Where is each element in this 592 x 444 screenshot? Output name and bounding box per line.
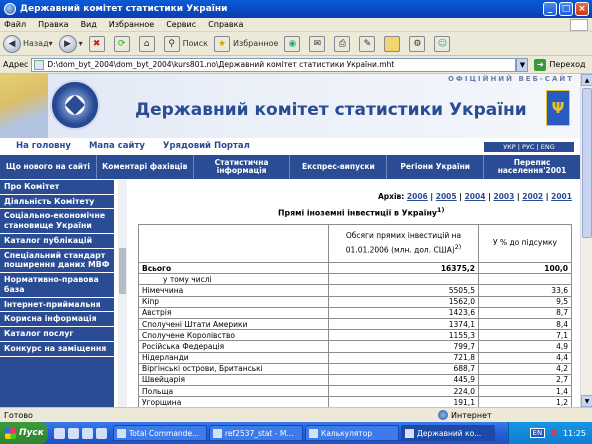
app-icon xyxy=(117,429,126,438)
country-cell: Сполучене Королівство xyxy=(139,330,329,341)
percent-cell: 1,4 xyxy=(479,386,572,397)
table-row xyxy=(139,296,572,307)
menu-tools[interactable]: Сервис xyxy=(166,20,197,29)
archive-links: Архів: 2006 | 2005 | 2004 | 2003 | 2002 | 2001 xyxy=(377,192,572,201)
menu-help[interactable]: Справка xyxy=(208,20,244,29)
nav-express[interactable]: Експрес-випуски xyxy=(290,155,387,179)
value-cell: 16375,2 xyxy=(329,263,479,274)
address-input[interactable] xyxy=(31,58,516,72)
page-viewport xyxy=(0,74,580,407)
table-row xyxy=(139,397,572,407)
edit-button[interactable] xyxy=(359,36,378,52)
go-arrow-icon: ➜ xyxy=(534,59,546,71)
nav-whats-new[interactable]: Що нового на сайті xyxy=(0,155,97,179)
media-icon: ◉ xyxy=(284,36,300,52)
ie-icon xyxy=(4,3,16,15)
taskbar-button[interactable]: Калькулятор xyxy=(305,425,399,441)
header-cell: У % до підсумку xyxy=(479,225,572,263)
value-cell: 1374,1 xyxy=(329,318,479,329)
nav-comments[interactable]: Коментарі фахівців xyxy=(97,155,194,179)
site-title: Державний комітет статистики України xyxy=(135,100,527,120)
print-icon: ⎙ xyxy=(334,36,350,52)
maximize-button[interactable]: □ xyxy=(559,2,573,16)
sidebar-item[interactable]: Про Комітет xyxy=(0,180,114,195)
app-icon xyxy=(213,429,222,438)
table-row xyxy=(139,307,572,318)
go-button[interactable]: ➜ Переход xyxy=(534,59,585,71)
value-cell: 1155,3 xyxy=(329,330,479,341)
back-button[interactable]: ◀ Назад ▾ xyxy=(3,35,53,53)
archive-year-link[interactable]: 2004 xyxy=(464,192,486,201)
table-row xyxy=(139,285,572,296)
print-button[interactable] xyxy=(334,36,353,52)
table-row xyxy=(139,274,572,285)
quicklaunch-icon[interactable] xyxy=(82,428,93,439)
sidebar-item[interactable]: Соціально-економічне становище України xyxy=(0,209,114,233)
country-cell: Польща xyxy=(139,386,329,397)
archive-year-link[interactable]: 2002 xyxy=(522,192,544,201)
home-button[interactable] xyxy=(139,36,158,52)
taskbar-button[interactable]: ref2537_stat - M... xyxy=(209,425,303,441)
menu-favorites[interactable]: Избранное xyxy=(108,20,155,29)
banner-crane-image xyxy=(0,74,48,138)
window-controls xyxy=(543,2,589,16)
table-row xyxy=(139,363,572,374)
header-cell xyxy=(139,225,329,263)
archive-year-link[interactable]: 2006 xyxy=(406,192,428,201)
percent-cell xyxy=(479,274,572,285)
country-cell: Кіпр xyxy=(139,296,329,307)
forward-button[interactable]: ▶ ▾ xyxy=(59,35,83,53)
country-cell: у тому числі xyxy=(139,274,329,285)
home-link[interactable]: На головну xyxy=(16,141,71,151)
star-icon: ★ xyxy=(214,36,230,52)
system-tray xyxy=(508,422,592,444)
sidebar-item[interactable]: Інтернет-приймальня xyxy=(0,298,114,313)
percent-cell: 7,1 xyxy=(479,330,572,341)
mail-button[interactable] xyxy=(309,36,328,52)
start-button[interactable]: Пуск xyxy=(0,422,48,444)
value-cell: 224,0 xyxy=(329,386,479,397)
scroll-down-arrow-icon[interactable]: ▼ xyxy=(581,395,592,407)
value-cell xyxy=(329,274,479,285)
clock: 11:25 xyxy=(562,428,586,438)
site-banner xyxy=(0,74,580,138)
archive-year-link[interactable]: 2003 xyxy=(493,192,515,201)
value-cell: 799,7 xyxy=(329,341,479,352)
window-titlebar xyxy=(0,0,592,18)
menu-edit[interactable]: Правка xyxy=(38,20,69,29)
toolbar xyxy=(0,32,592,56)
sidebar-item[interactable]: Спеціальний стандарт поширення даних МВФ xyxy=(0,249,114,273)
sidebar-item[interactable]: Діяльність Комітету xyxy=(0,195,114,210)
status-bar xyxy=(0,407,592,422)
scroll-up-arrow-icon[interactable]: ▲ xyxy=(581,74,592,86)
media-button[interactable] xyxy=(284,36,303,52)
menu-bar xyxy=(0,18,592,32)
value-cell: 445,9 xyxy=(329,374,479,385)
sidebar-item[interactable]: Нормативно-правова база xyxy=(0,273,114,297)
quick-launch xyxy=(54,428,107,439)
value-cell: 1423,6 xyxy=(329,307,479,318)
sidebar-item[interactable]: Корисна інформація xyxy=(0,312,114,327)
investment-table xyxy=(138,224,572,407)
country-cell: Віргінські острови, Британські xyxy=(139,363,329,374)
tray-app-icon[interactable]: K xyxy=(550,427,558,439)
country-cell: Всього xyxy=(139,263,329,274)
taskbar-button[interactable]: Total Commande... xyxy=(113,425,207,441)
mail-icon: ✉ xyxy=(309,36,325,52)
percent-cell: 9,5 xyxy=(479,296,572,307)
percent-cell: 100,0 xyxy=(479,263,572,274)
table-header-row xyxy=(139,225,572,263)
window-title: Державний комітет статистики України xyxy=(20,4,228,14)
percent-cell: 1,2 xyxy=(479,397,572,407)
statistics-emblem-icon xyxy=(50,80,100,130)
country-cell: Угорщина xyxy=(139,397,329,407)
taskbar-button[interactable]: Державний ко... xyxy=(401,425,495,441)
edit-icon: ✎ xyxy=(359,36,375,52)
favorites-button[interactable]: ★ Избранное xyxy=(214,36,278,52)
address-dropdown[interactable]: ▼ xyxy=(516,58,528,72)
table-row xyxy=(139,318,572,329)
country-cell: Нідерланди xyxy=(139,352,329,363)
address-label: Адрес xyxy=(3,60,29,69)
status-text: Готово xyxy=(4,410,33,420)
country-cell: Швейцарія xyxy=(139,374,329,385)
coat-of-arms-icon: Ψ xyxy=(546,90,570,126)
archive-year-link[interactable]: 2001 xyxy=(551,192,572,201)
address-url: D:\dom_byt_2004\dom_byt_2004\kurs801.no\Державний комітет статистики України.mht xyxy=(47,60,395,69)
main-content xyxy=(130,180,580,407)
country-cell: Австрія xyxy=(139,307,329,318)
page-icon xyxy=(34,60,44,70)
search-button[interactable]: ⚲ Поиск xyxy=(164,36,208,52)
stop-button[interactable] xyxy=(89,36,108,52)
research-icon: ⚙ xyxy=(409,36,425,52)
messenger-button[interactable] xyxy=(434,36,453,52)
refresh-button[interactable] xyxy=(114,36,133,52)
language-switch[interactable]: УКР | РУС | ENG xyxy=(484,142,574,152)
home-icon: ⌂ xyxy=(139,36,155,52)
table-row xyxy=(139,341,572,352)
nav-stat-info[interactable]: Статистична інформація xyxy=(194,155,291,179)
value-cell: 5505,5 xyxy=(329,285,479,296)
country-cell: Німеччина xyxy=(139,285,329,296)
quicklaunch-icon[interactable] xyxy=(96,428,107,439)
language-indicator[interactable]: EN xyxy=(530,428,546,438)
globe-icon xyxy=(438,410,448,420)
value-cell: 1562,0 xyxy=(329,296,479,307)
folder-icon xyxy=(384,36,400,52)
sidebar-item[interactable]: Каталог послуг xyxy=(0,327,114,342)
value-cell: 688,7 xyxy=(329,363,479,374)
nav-census[interactable]: Перепис населення'2001 xyxy=(497,157,567,175)
sitemap-link[interactable]: Мапа сайту xyxy=(88,141,145,151)
research-button[interactable] xyxy=(409,36,428,52)
gov-portal-link[interactable]: Урядовий Портал xyxy=(162,141,250,151)
country-cell: Російська Федерація xyxy=(139,341,329,352)
messenger-icon: ☺ xyxy=(434,36,450,52)
windows-logo-icon xyxy=(570,19,588,31)
table-row xyxy=(139,352,572,363)
table-row xyxy=(139,374,572,385)
value-cell: 721,8 xyxy=(329,352,479,363)
minimize-button[interactable]: _ xyxy=(543,2,557,16)
main-navigation xyxy=(0,155,580,179)
percent-cell: 8,4 xyxy=(479,318,572,329)
header-cell: Обсяги прямих інвестицій на 01.01.2006 (млн. дол. США)$^{2)}$ xyxy=(329,225,479,263)
folder-button[interactable] xyxy=(384,36,403,52)
app-icon xyxy=(309,429,318,438)
back-arrow-icon: ◀ xyxy=(3,35,21,53)
archive-year-link[interactable]: 2005 xyxy=(435,192,457,201)
refresh-icon: ⟳ xyxy=(114,36,130,52)
percent-cell: 33,6 xyxy=(479,285,572,296)
page-scrollbar[interactable] xyxy=(580,74,592,407)
menu-file[interactable]: Файл xyxy=(4,20,27,29)
percent-cell: 4,4 xyxy=(479,352,572,363)
sidebar-item[interactable]: Каталог публікацій xyxy=(0,234,114,249)
top-navigation xyxy=(0,138,580,154)
close-button[interactable]: × xyxy=(575,2,589,16)
windows-flag-icon xyxy=(5,428,16,439)
search-icon: ⚲ xyxy=(164,36,180,52)
quicklaunch-icon[interactable] xyxy=(68,428,79,439)
table-row xyxy=(139,263,572,274)
forward-arrow-icon: ▶ xyxy=(59,35,77,53)
scroll-thumb[interactable] xyxy=(582,88,592,238)
table-title: Прямі іноземні інвестиції в Україну$^{1)}$ xyxy=(278,206,445,218)
address-bar xyxy=(0,56,592,74)
percent-cell: 4,9 xyxy=(479,341,572,352)
taskbar xyxy=(0,422,592,444)
sidebar-item[interactable]: Конкурс на заміщення xyxy=(0,342,114,357)
percent-cell: 2,7 xyxy=(479,374,572,385)
percent-cell: 8,7 xyxy=(479,307,572,318)
percent-cell: 4,2 xyxy=(479,363,572,374)
quicklaunch-icon[interactable] xyxy=(54,428,65,439)
country-cell: Сполучені Штати Америки xyxy=(139,318,329,329)
security-zone: Интернет xyxy=(438,410,492,420)
value-cell: 191,1 xyxy=(329,397,479,407)
sidebar xyxy=(0,180,114,407)
table-row xyxy=(139,386,572,397)
menu-view[interactable]: Вид xyxy=(80,20,97,29)
stop-icon: ✖ xyxy=(89,36,105,52)
nav-regions[interactable]: Регіони України xyxy=(387,155,484,179)
table-row xyxy=(139,330,572,341)
sidebar-scrollbar[interactable] xyxy=(118,180,127,407)
official-site-label: ОФІЦІЙНИЙ ВЕБ-САЙТ xyxy=(447,75,574,83)
app-icon xyxy=(405,429,414,438)
